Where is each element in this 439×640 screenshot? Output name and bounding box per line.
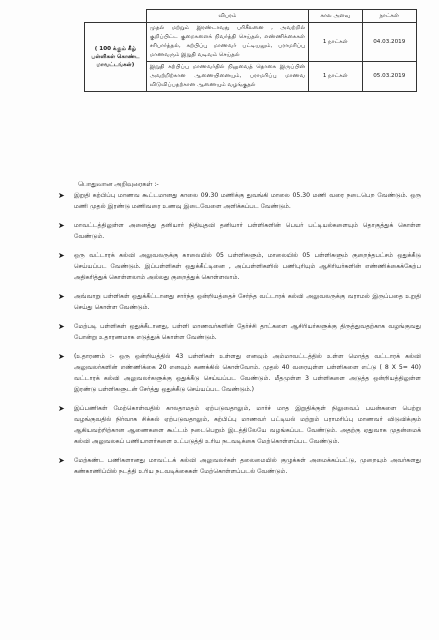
list-item — [58, 455, 421, 477]
arrow-bullet-icon: ➤ — [58, 191, 65, 200]
arrow-bullet-icon: ➤ — [58, 352, 65, 361]
list-item-text: மேற்கண்ட பணிகளானது மாவட்டக் கல்வி அலுவலர்கள் தலைமையில் குழுக்கள் அமைக்கப்பட்டு, முறையும் அவர்களது கண்காணிப்பில் நடத்தி உரிய நடவடிக்கைகள் மேற்கொள்ளப்படல் வேண்டும். — [74, 457, 421, 475]
arrow-bullet-icon: ➤ — [58, 404, 65, 413]
list-item — [58, 250, 421, 283]
row-duration: 1 நாட்கள் — [309, 62, 362, 92]
list-item-text: மாவட்டத்திலுள்ள அனைத்து தனியார் நிதியுதவி தனியார் பள்ளிகளின் பெயர் பட்டியல்களையும் தொகுத்துக் கொள்ள வேண்டும். — [74, 222, 421, 240]
arrow-bullet-icon: ➤ — [58, 322, 65, 331]
list-item-text: ஒரு வட்டாரக் கல்வி அலுவலருக்கு காலையில் 05 பள்ளிகளும், மாலையில் 05 பள்ளிகளும் குறைந்தபட்சம் ஒதுக்கீடு செய்யப்பட வேண்டும். இப்பள்ளிகள் ஒதுக்கீட்டினை , அப்பள்ளிகளில் பணிபுரியும் ஆசிரியர்களின் எண்ணிக்கைக்கேற்ப அதிகரித்துக் கொள்ளலாம் அல்லது குறைத்துக் கொள்ளலாம். — [74, 252, 421, 281]
list-item — [58, 403, 421, 447]
instruction-list — [58, 190, 421, 485]
table-corner-cell — [85, 10, 147, 23]
schedule-table — [84, 9, 417, 92]
list-item — [58, 351, 421, 395]
district-category-label: ( 100 க்கும் கீழ் பள்ளிகள் கொண்ட மாவட்டங்கள்) — [85, 23, 147, 92]
column-header-duration: கால அளவு — [309, 10, 362, 23]
list-item-text: மேற்படி பள்ளிகள் ஒதுக்கீடானது, பள்ளி மாணவர்களின் தேர்ச்சி தாட்களை ஆசிரியர்களுக்கு திருத்துவதற்காக வழங்குவது போன்று உதாரணமாக எடுத்துக் கொள்ள வேண்டும். — [74, 323, 421, 341]
general-instructions-heading: பொதுவான அறிவுரைகள் :- — [78, 180, 159, 188]
list-item — [58, 190, 421, 212]
list-item — [58, 321, 421, 343]
arrow-bullet-icon: ➤ — [58, 456, 65, 465]
list-item — [58, 220, 421, 242]
row-date: 04.03.2019 — [362, 23, 416, 62]
table-header-row — [85, 10, 417, 23]
list-item-text: இப்பணிகள் மேற்கொள்வதில் காலதாமதம் ஏற்படுவதாலும், மார்ச் மாத இறுதிக்குள் நிலுவைப் பயன்களை பெற்று வழங்குவதில் நிர்வாக சிக்கல் ஏற்படுவதாலும், கற்பிப்பு மாணவர் பட்டியல் மற்றும் பராமரிப்பு மாணவர் விடுவிக்கும் ஆகியவற்றிற்கான ஆணைகளை கூட்டம் நடைபெறும் இடத்திலேயே வழங்கப்பட வேண்டும். அதற்கு ஏதுவாக முதன்மைக் கல்வி அலுவலகப் பணியாளர்களை உட்படுத்தி உரிய நடவடிக்கை மேற்கொள்ளப்பட வேண்டும். — [74, 405, 421, 445]
arrow-bullet-icon: ➤ — [58, 251, 65, 260]
row-date: 05.03.2019 — [362, 62, 416, 92]
list-item-text: இறுதி கற்பிப்பு மாணவ கூட்டமானது காலை 09.30 மணிக்கு துவங்கி மாலை 05.30 மணி வரை நடைபெற வேண்டும். ஒரு மணி முதல் இரண்டு மணிவரை உணவு இடைவேளை அளிக்கப்பட வேண்டும். — [74, 192, 421, 210]
row-description: முதல் மற்றும் இரண்டாவது பரிசீலனை , அவற்றில் குறிப்பிட்ட குறைகளைக் நிவர்த்தி செய்தல், எண்ணிக்கைகள் சரிபார்த்தல், கற்பிப்பு மாணவர் பட்டியலும், பராமரிப்பு மாணவரும் இறுதி வடிவம் செய்தல் — [146, 23, 308, 62]
column-header-date: நாட்கள் — [362, 10, 416, 23]
arrow-bullet-icon: ➤ — [58, 292, 65, 301]
list-item-text: (உதாரணம் :- ஒரு ஒன்றியத்தில் 43 பள்ளிகள் உள்ளது எனவும் அம்மாவட்டத்தில் உள்ள மொத்த வட்டாரக் கல்வி அலுவலர்களின் எண்ணிக்கை 20 எனவும் கணக்கில் கொள்வோம். முதல் 40 வரையுள்ள பள்ளிகளை எட்டு ( 8 X 5= 40) வட்டாரக் கல்வி அலுவலர்களுக்கு ஒதுக்கீடு செய்யப்பட வேண்டும். மீதமுள்ள 3 பள்ளிகளை அடுத்த ஒன்றியத்திலுள்ள இரண்டு பள்ளிகளுடன் சேர்த்து ஒதுக்கீடு செய்யப்பட வேண்டும்.) — [74, 353, 421, 393]
column-header-details: விபரம் — [146, 10, 308, 23]
arrow-bullet-icon: ➤ — [58, 221, 65, 230]
list-item — [58, 291, 421, 313]
row-description: இறுதி கற்பிப்பு மாணவர்தில் நிலுவைத் தொகை இருப்பின் அவற்றிற்கான ஆணையினையும், பராமரிப்பு மாணவ விடுவிப்பதற்கான ஆணையும் வழங்குதல் — [146, 62, 308, 92]
list-item-text: அவ்வாறு பள்ளிகள் ஒதுக்கீட்டானது சார்ந்த ஒன்றியத்தைச் சேர்ந்த வட்டாரக் கல்வி அலுவலருக்கு வராமல் இருப்பதை உறுதி செய்து கொள்ள வேண்டும். — [74, 293, 421, 311]
table-row — [85, 23, 417, 62]
row-duration: 1 நாட்கள் — [309, 23, 362, 62]
